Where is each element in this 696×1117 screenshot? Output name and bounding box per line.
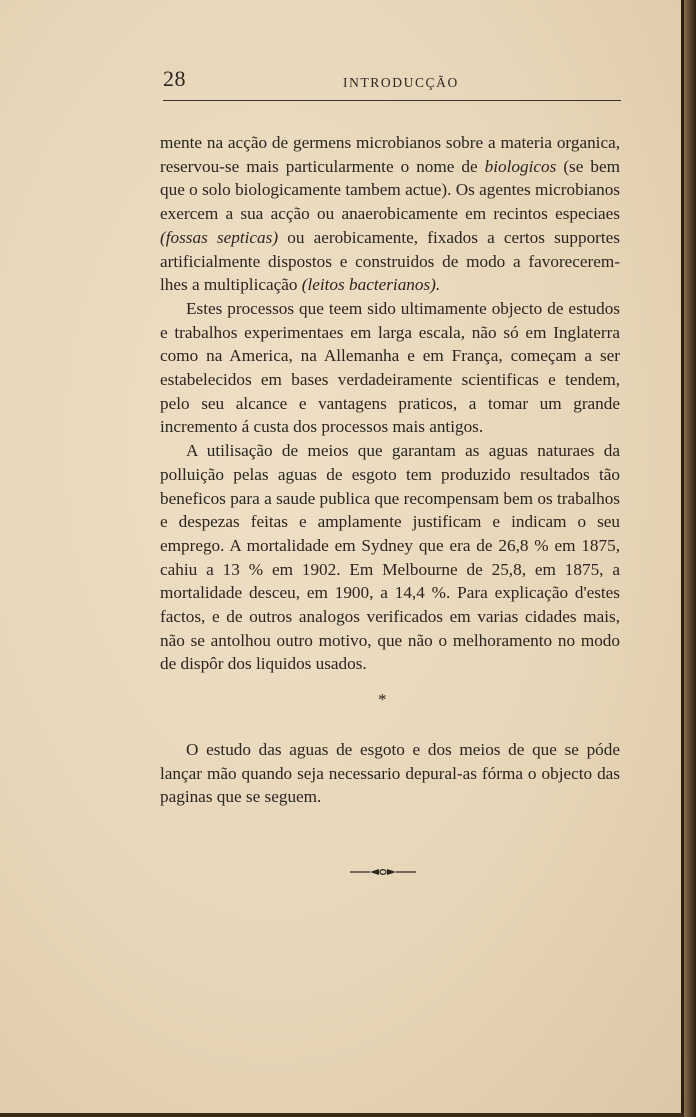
closing-paragraph: O estudo das aguas de esgoto e dos meios de que se póde lançar mão quando seja necessario depural-as fórma o objecto das paginas que se seguem.	[160, 740, 620, 807]
paragraph-2	[160, 297, 620, 439]
text-run: A utilisação de meios que garantam as aguas naturaes da polluição pelas aguas de esgoto tem produzido resultados tão beneficos para a saude publica que recompensam bem os trabalhos e despezas feitas e amplamente justificam e indicam o seu emprego. A mortalidade em Sydney que era de 26,8 % em 1875, cahiu a 13 % em 1902. Em Melbourne de 25,8, em 1875, a mortalidade desceu, em 1900, a 14,4 %. Para explicação d'estes factos, e de outros analogos verificados em varias cidades mais, não se antolhou outro motivo, que não o melhoramento no modo de dispôr dos liquidos usados.	[160, 441, 620, 674]
italic-run: (leitos bacterianos).	[301, 275, 441, 295]
italic-run: biologicos	[484, 156, 557, 176]
page-header	[163, 66, 621, 96]
end-ornament-icon	[350, 865, 416, 879]
page-number: 28	[163, 66, 186, 91]
text-run: ou aerobicamente, fixados a certos supportes artificialmente dispostos e construidos de modo a favorecerem-lhes a multiplicação	[160, 227, 620, 295]
page-edge	[684, 0, 696, 1117]
italic-run: (fossas septicas)	[160, 227, 279, 247]
text-run: (se bem que o solo biologicamente tambem actue). Os agentes microbianos exercem a sua acção ou anaerobicamente em recintos especiaes	[160, 156, 620, 224]
text-run: mente na acção de germens microbianos sobre a materia organica, reservou-se mais particularmente o nome de	[160, 133, 620, 176]
body-text	[160, 131, 620, 676]
paragraph-1	[160, 131, 620, 297]
text-run: Estes processos que teem sido ultimamente objecto de estudos e trabalhos experimentaes em larga escala, não só em Inglaterra como na America, na Allemanha e em França, começam a ser estabelecidos em bases verdadeiramente scientificas e tendem, pelo seu alcance e vantagens praticos, a tomar um grande incremento á custa dos processos mais antigos.	[160, 298, 620, 437]
header-rule	[163, 100, 621, 101]
paragraph-3	[160, 439, 620, 676]
running-head: INTRODUCÇÃO	[343, 75, 459, 90]
section-separator: *	[378, 690, 387, 709]
